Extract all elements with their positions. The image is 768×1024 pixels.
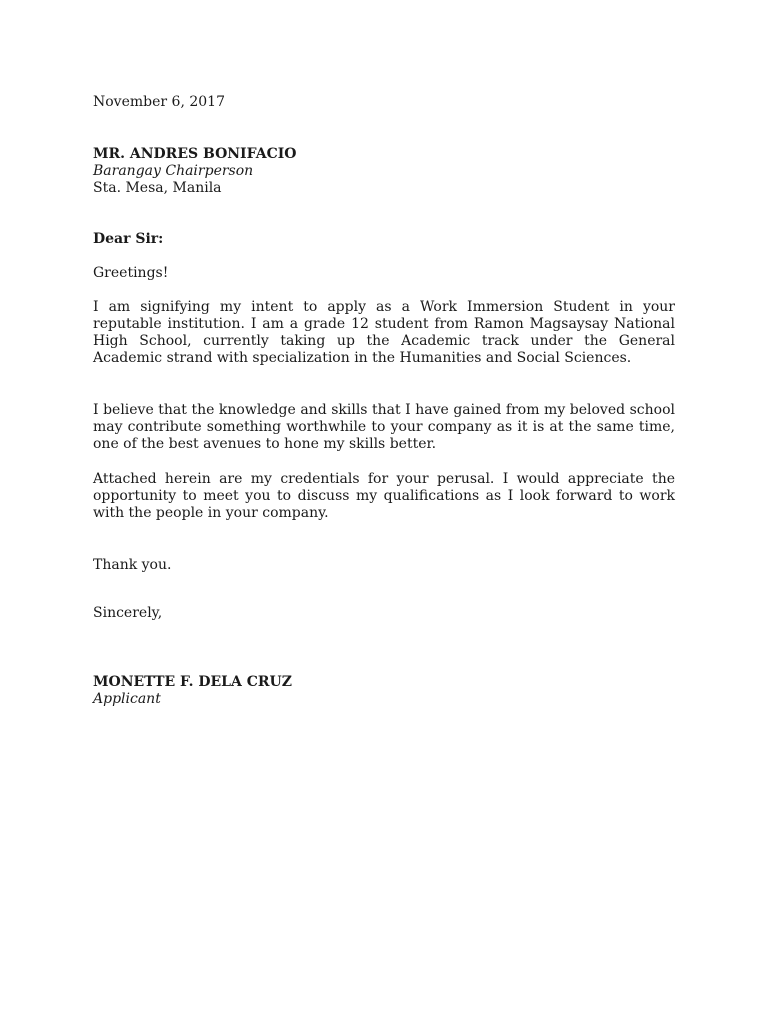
greeting: Greetings!	[93, 265, 169, 281]
sender-block	[93, 674, 292, 708]
closing-line: Sincerely,	[93, 605, 163, 621]
body-paragraph-1: I am signifying my intent to apply as a Work Immersion Student in your reputable institution. I am a grade 12 student from Ramon Magsaysay National High School, currently taking up the Academic track under the General Academic strand with specialization in the Humanities and Social Sciences.	[93, 299, 675, 366]
body-paragraph-2: I believe that the knowledge and skills that I have gained from my beloved school may contribute something worthwhile to your company as it is at the same time, one of the best avenues to hone my skills better.	[93, 402, 675, 452]
thanks-line: Thank you.	[93, 557, 172, 573]
sender-role: Applicant	[93, 691, 161, 707]
recipient-name: MR. ANDRES BONIFACIO	[93, 146, 297, 162]
sender-name: MONETTE F. DELA CRUZ	[93, 674, 292, 690]
recipient-block	[93, 146, 296, 197]
salutation: Dear Sir:	[93, 231, 164, 247]
body-paragraph-3: Attached herein are my credentials for your perusal. I would appreciate the opportunity to meet you to discuss my qualifications as I look forward to work with the people in your company.	[93, 471, 675, 521]
letter-date: November 6, 2017	[93, 94, 225, 110]
recipient-address: Sta. Mesa, Manila	[93, 180, 222, 196]
recipient-title: Barangay Chairperson	[93, 163, 254, 179]
